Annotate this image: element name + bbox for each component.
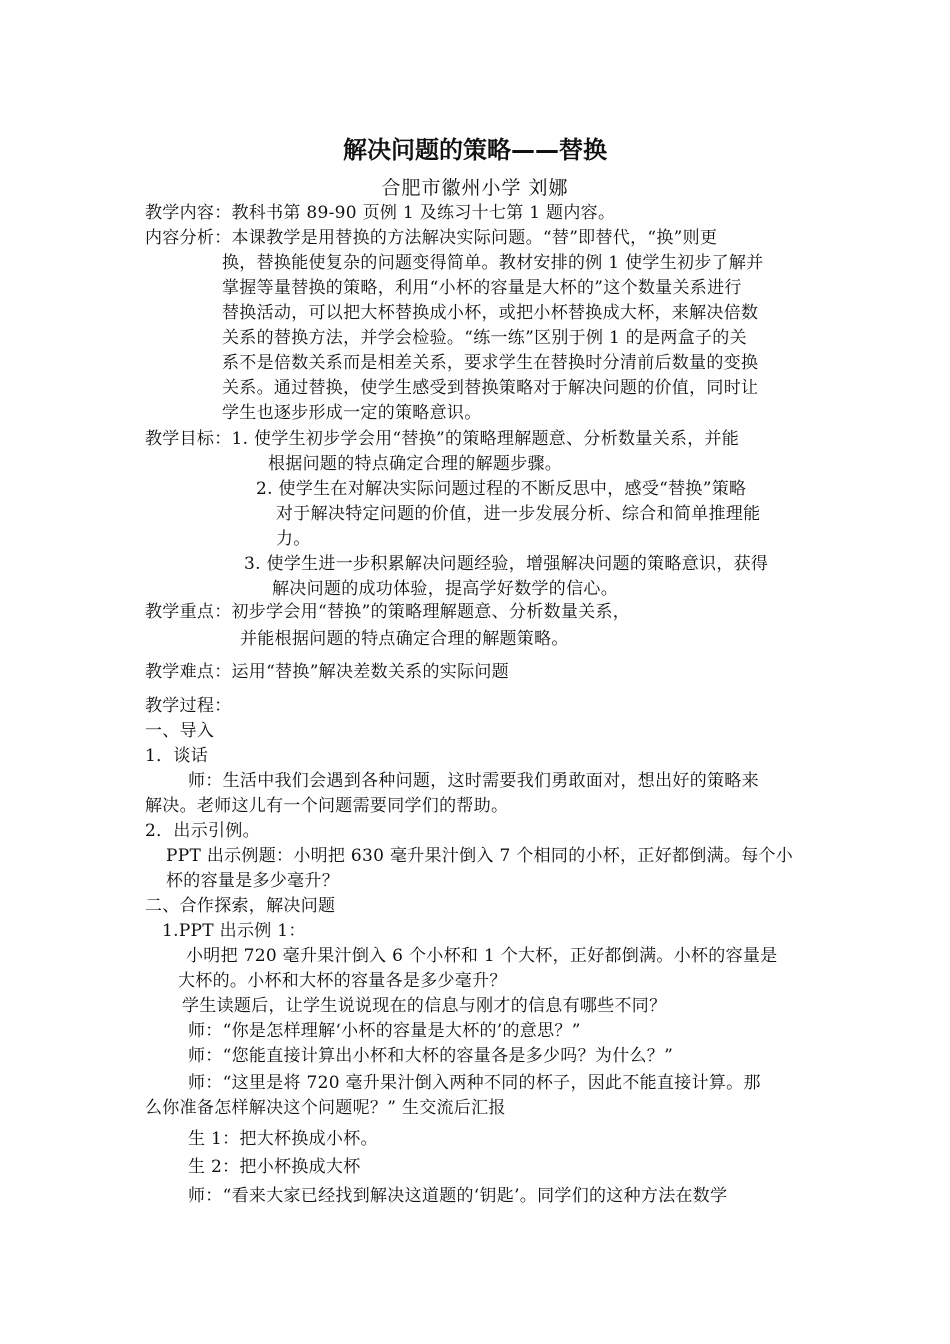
text-line: 学生也逐步形成一定的策略意识。 xyxy=(222,403,482,423)
section-heading: 教学过程： xyxy=(145,696,232,716)
text-line: 解决。老师这儿有一个问题需要同学们的帮助。 xyxy=(145,796,509,816)
text-line: 师：“你是怎样理解‘小杯的容量是大杯的’的意思？” xyxy=(188,1021,581,1041)
author-line: 合肥市徽州小学 刘娜 xyxy=(381,177,569,199)
text-line: 教学难点：运用“替换”解决差数关系的实际问题 xyxy=(145,662,509,682)
text-line: 教学重点：初步学会用“替换”的策略理解题意、分析数量关系， xyxy=(145,602,631,622)
text-line: 师：“这里是将 720 毫升果汁倒入两种不同的杯子，因此不能直接计算。那 xyxy=(188,1073,761,1093)
text-line: 2．出示引例。 xyxy=(145,821,260,841)
text-line: 生 2：把小杯换成大杯 xyxy=(188,1157,361,1177)
text-line: 3. 使学生进一步积累解决问题经验，增强解决问题的策略意识，获得 xyxy=(244,554,769,574)
text-line: 大杯的。小杯和大杯的容量各是多少毫升？ xyxy=(178,971,507,991)
text-line: 生 1：把大杯换成小杯。 xyxy=(188,1129,378,1149)
text-line: 师：“您能直接计算出小杯和大杯的容量各是多少吗？为什么？” xyxy=(188,1046,674,1066)
text-line: 小明把 720 毫升果汁倒入 6 个小杯和 1 个大杯，正好都倒满。小杯的容量是 xyxy=(186,946,778,966)
document-title: 解决问题的策略——替换 xyxy=(343,136,607,164)
text-line: 2. 使学生在对解决实际问题过程的不断反思中，感受“替换”策略 xyxy=(256,479,747,499)
text-line: 掌握等量替换的策略，利用“小杯的容量是大杯的”这个数量关系进行 xyxy=(222,278,742,298)
text-line: PPT 出示例题：小明把 630 毫升果汁倒入 7 个相同的小杯，正好都倒满。每个小 xyxy=(166,846,794,866)
text-line: 系不是倍数关系而是相差关系，要求学生在替换时分清前后数量的变换 xyxy=(222,353,759,373)
text-line: 对于解决特定问题的价值，进一步发展分析、综合和简单推理能 xyxy=(276,504,761,524)
text-line: 替换活动，可以把大杯替换成小杯，或把小杯替换成大杯，来解决倍数 xyxy=(222,303,759,323)
text-line: 杯的容量是多少毫升？ xyxy=(166,871,339,891)
text-line: 师：“看来大家已经找到解决这道题的‘钥匙’。同学们的这种方法在数学 xyxy=(188,1186,728,1206)
text-line: 1．谈话 xyxy=(145,746,209,766)
text-line: 内容分析：本课教学是用替换的方法解决实际问题。“替”即替代，“换”则更 xyxy=(145,228,718,248)
text-line: 力。 xyxy=(276,529,311,549)
section-heading: 一、导入 xyxy=(145,721,215,741)
text-line: 关系。通过替换，使学生感受到替换策略对于解决问题的价值，同时让 xyxy=(222,378,759,398)
text-line: 么你准备怎样解决这个问题呢？” 生交流后汇报 xyxy=(145,1098,506,1118)
text-line: 根据问题的特点确定合理的解题步骤。 xyxy=(268,454,563,474)
section-heading: 二、合作探索，解决问题 xyxy=(145,896,336,916)
text-line: 1.PPT 出示例 1： xyxy=(162,921,306,941)
text-line: 学生读题后，让学生说说现在的信息与刚才的信息有哪些不同？ xyxy=(182,996,667,1016)
text-line: 换，替换能使复杂的问题变得简单。教材安排的例 1 使学生初步了解并 xyxy=(222,253,764,273)
text-line: 关系的替换方法，并学会检验。“练一练”区别于例 1 的是两盒子的关 xyxy=(222,328,747,348)
text-line: 教学内容：教科书第 89-90 页例 1 及练习十七第 1 题内容。 xyxy=(145,203,616,223)
text-line: 并能根据问题的特点确定合理的解题策略。 xyxy=(240,629,569,649)
text-line: 教学目标：1. 使学生初步学会用“替换”的策略理解题意、分析数量关系，并能 xyxy=(145,429,740,449)
text-line: 解决问题的成功体验，提高学好数学的信心。 xyxy=(272,579,618,599)
text-line: 师：生活中我们会遇到各种问题，这时需要我们勇敢面对，想出好的策略来 xyxy=(188,771,759,791)
